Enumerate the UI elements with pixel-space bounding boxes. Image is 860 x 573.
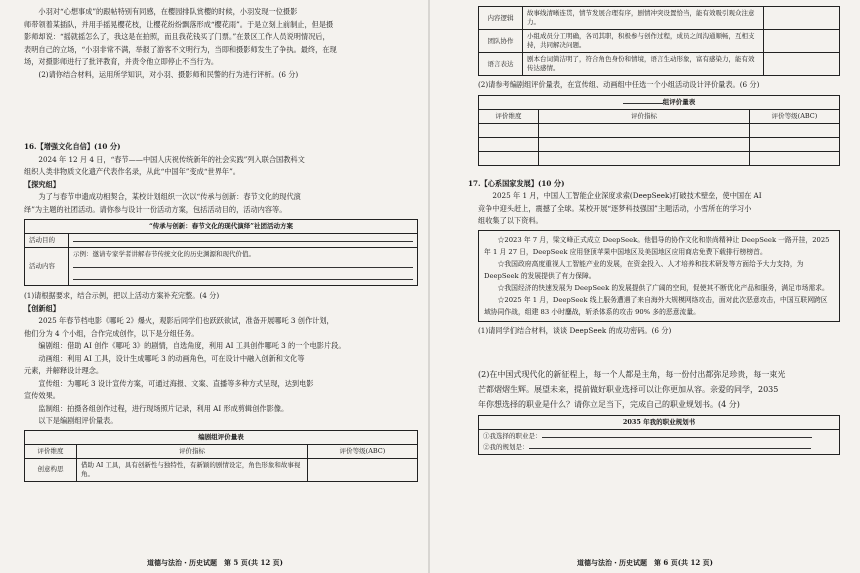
q17-intro: 竞争中迎头赶上，震撼了全球。某校开展“逐梦科技强国”主题活动，小雪所在的学习小	[478, 203, 752, 213]
blank-rubric-title-cell	[479, 95, 840, 109]
rubric-grade-cell[interactable]	[764, 7, 840, 30]
group-name-blank[interactable]	[623, 103, 663, 104]
explore-text: 绎”为主题的社团活动。请你参与设计一份活动方案，包括活动目的，活动内容等。	[24, 204, 287, 214]
career-plan-label: ②我的规划是：	[483, 443, 529, 451]
q17-intro: 2025 年 1 月，中国人工智能企业深度求索(DeepSeek)打破技术壁垒，使中国在 AI	[492, 191, 762, 200]
blank-cell[interactable]	[539, 151, 750, 165]
q15-2-question: (2)请你结合材料，运用所学知识，对小羽、摄影师和民警的行为进行评析。(6 分)	[38, 69, 299, 79]
career-choice-row	[483, 432, 835, 441]
rubric-header: 评价指标	[77, 444, 308, 458]
rubric-text: 小组成员分工明确，各司其职，积极参与创作过程，成员之间沟通顺畅，互相支持，共同解决问题。	[523, 30, 764, 53]
answer-line	[73, 271, 413, 280]
career-plan-body	[479, 430, 840, 455]
blank-rubric-title: 组评价量表	[662, 97, 696, 106]
create-text: 宣传组：为哪吒 3 设计宣传方案，可通过海报、文案、直播等多种方式呈现，达到电影	[38, 378, 314, 388]
create-text: 动画组：利用 AI 工具，设计生成哪吒 3 的动画角色，可在设计中融入创新和文化等	[38, 353, 305, 363]
deepseek-material-box	[478, 230, 840, 322]
plan-content-label: 活动内容	[25, 248, 69, 286]
rubric-header: 评价维度	[479, 109, 539, 123]
create-text: 以下是编剧组评价量表。	[38, 416, 118, 425]
intro-line: 影师却说：“摇就摇怎么了，我这是在拍照，而且我花钱买了门票。”在景区工作人员说明情况后，	[24, 32, 330, 41]
screenwriter-rubric-table	[24, 430, 418, 482]
page-footer: 道德与法治・历史试题 第 6 页(共 12 页)	[577, 557, 713, 567]
q16-title: 16.【增强文化自信】(10 分)	[24, 142, 121, 151]
plan-purpose-label: 活动目的	[25, 234, 69, 248]
q17-2-line: (2)在中国式现代化的新征程上，每一个人都是主角，每一份付出都弥足珍贵，每一束光	[478, 370, 786, 379]
rubric-grade-cell[interactable]	[308, 458, 418, 481]
blank-cell[interactable]	[750, 137, 840, 151]
rubric-header: 评价等级(ABC)	[308, 444, 418, 458]
q17-2-line: 芒都熠熠生辉。展望未来，提前做好职业选择可以让你更加从容。亲爱的同学，2035	[478, 385, 779, 394]
q17-2-line: 年你想选择的职业是什么？请你立足当下，完成自己的职业规划书。(4 分)	[478, 400, 740, 409]
blank-cell[interactable]	[479, 137, 539, 151]
create-text: 监制组：拍摄各组创作过程，进行现场照片记录，利用 AI 形成剪辑创作影像。	[38, 403, 289, 413]
q16-2-question: (2)请参考编剧组评价量表，在宣传组、动画组中任选一个小组活动设计评价量表。(6 分)	[478, 80, 760, 89]
blank-cell[interactable]	[479, 151, 539, 165]
intro-line: 表明自己的立场，“小羽非常不满，举报了游客不文明行为，当即和摄影师发生了争执。最终，在现	[24, 44, 337, 54]
intro-line: 场，对摄影师进行了批评教育，并责令他立即停止不当行为。	[24, 57, 219, 66]
q15-material	[24, 6, 418, 69]
material-item: ☆我国经济的快速发展为 DeepSeek 的发展提供了广阔的空间，促使其不断优化产品和服务，满足市场需求。	[497, 283, 829, 292]
rubric-header: 评价维度	[25, 444, 77, 458]
rubric-dim: 内容逻辑	[479, 7, 523, 30]
career-plan-title: 2035 年我的职业规划书	[479, 416, 840, 430]
screenwriter-rubric-continued	[478, 6, 840, 76]
blank-cell[interactable]	[539, 137, 750, 151]
rubric-dim: 创意构思	[25, 458, 77, 481]
material-item: ☆2025 年 1 月，DeepSeek 线上服务遭遇了来自海外大规模网络攻击，面对此次恶意攻击，中国互联网跨区域协同作战，组建 83 小时鏖战，斩杀体系的攻击 90% 多的恶意流量。	[484, 295, 828, 316]
activity-plan-table	[24, 219, 418, 286]
rubric-grade-cell[interactable]	[764, 30, 840, 53]
blank-rubric-table	[478, 95, 840, 166]
career-choice-field[interactable]	[542, 437, 812, 438]
material-item: ☆2023 年 7 月，梁文峰正式成立 DeepSeek。他倡导的协作文化和崇尚精神让 DeepSeek 一路开挂，2025 年 1 月 27 日，DeepSeek 应用登顶苹果中国地区及美国地区应用商店免费下载排行榜榜首。	[484, 235, 830, 256]
blank-cell[interactable]	[479, 123, 539, 137]
create-text: 他们分为 4 个小组，合作完成创作，以下是分组任务。	[24, 328, 199, 338]
create-text: 2025 年春节档电影《哪吒 2》爆火，观影后同学们也跃跃欲试，准备开展哪吒 3 创作计划，	[38, 316, 334, 325]
explore-text: 为了与春节申遗成功相契合，某校计划组织一次以“传承与创新：春节文化的现代演	[38, 192, 301, 201]
q17-title: 17.【心系国家发展】(10 分)	[468, 178, 565, 188]
q16-intro: 2024 年 12 月 4 日，“春节——中国人庆祝传统新年的社会实践”列入联合国教科文	[38, 154, 305, 164]
plan-purpose-field[interactable]	[69, 234, 418, 248]
rubric-dim: 团队协作	[479, 30, 523, 53]
plan-example: 示例：邀请专家学者讲解春节传统文化的历史渊源和现代价值。	[73, 250, 255, 258]
create-text: 元素，并解释设计理念。	[24, 366, 104, 375]
rubric-text: 借助 AI 工具，具有创新性与独特性，有新颖的剧情设定，角色形象和故事视角。	[77, 458, 308, 481]
intro-line: 师带领着某插队，并用手摇晃樱花枝，让樱花纷纷飘落形成“樱花雨”。于是立刻上前制止，但是摄	[24, 19, 334, 29]
q16-intro: 组织人类非物质文化遗产代表作名录，从此“中国年”变成“世界年”。	[24, 167, 240, 176]
q17-2-question	[478, 367, 840, 412]
answer-line	[73, 259, 413, 268]
explore-heading: 【探究组】	[24, 179, 60, 189]
plan-content-field[interactable]	[69, 248, 418, 286]
rubric-header: 评价等级(ABC)	[750, 109, 840, 123]
rubric-header: 评价指标	[539, 109, 750, 123]
career-choice-label: ①我选择的职业是：	[483, 432, 542, 440]
rubric-text: 故事线清晰连贯，情节发展合理有序，剧情冲突设置恰当，能有效吸引观众注意力。	[523, 7, 764, 30]
career-plan-field[interactable]	[529, 448, 811, 449]
plan-title: “传承与创新：春节文化的现代演绎”社团活动方案	[25, 220, 418, 234]
rubric-grade-cell[interactable]	[764, 53, 840, 76]
blank-cell[interactable]	[750, 123, 840, 137]
create-text: 编剧组：借助 AI 创作《哪吒 3》的剧情，自选角度，利用 AI 工具创作哪吒 3 的一个电影片段。	[38, 341, 346, 350]
answer-line	[73, 241, 413, 242]
blank-cell[interactable]	[750, 151, 840, 165]
page-6	[430, 0, 860, 573]
career-plan-row	[483, 443, 835, 452]
q17-intro: 组收集了以下资料。	[478, 216, 543, 225]
create-text: 宣传效果。	[24, 391, 60, 400]
intro-line: 小羽对“心想事成”的跟帖特别有同感，在樱园排队赏樱的时候，小羽发现一位摄影	[38, 7, 298, 16]
create-heading: 【创新组】	[24, 303, 60, 313]
rubric-dim: 语言表达	[479, 53, 523, 76]
rubric-title: 编剧组评价量表	[25, 430, 418, 444]
q17-1-question: (1)请同学们结合材料，谈谈 DeepSeek 的成功密码。(6 分)	[478, 325, 672, 335]
page-footer: 道德与法治・历史试题 第 5 页(共 12 页)	[147, 557, 283, 567]
blank-cell[interactable]	[539, 123, 750, 137]
material-item: ☆我国政府高度重视人工智能产业的发展，在资金投入、人才培养和技术研发等方面给予大力支持，为 DeepSeek 的发展提供了有力保障。	[484, 259, 804, 280]
q16-1-question: (1)请根据要求，结合示例，把以上活动方案补充完整。(4 分)	[24, 291, 220, 300]
rubric-text: 剧本台词简洁明了，符合角色身份和情境，语言生动形象，富有感染力，能有效传达感情。	[523, 53, 764, 76]
career-plan-table	[478, 415, 840, 455]
